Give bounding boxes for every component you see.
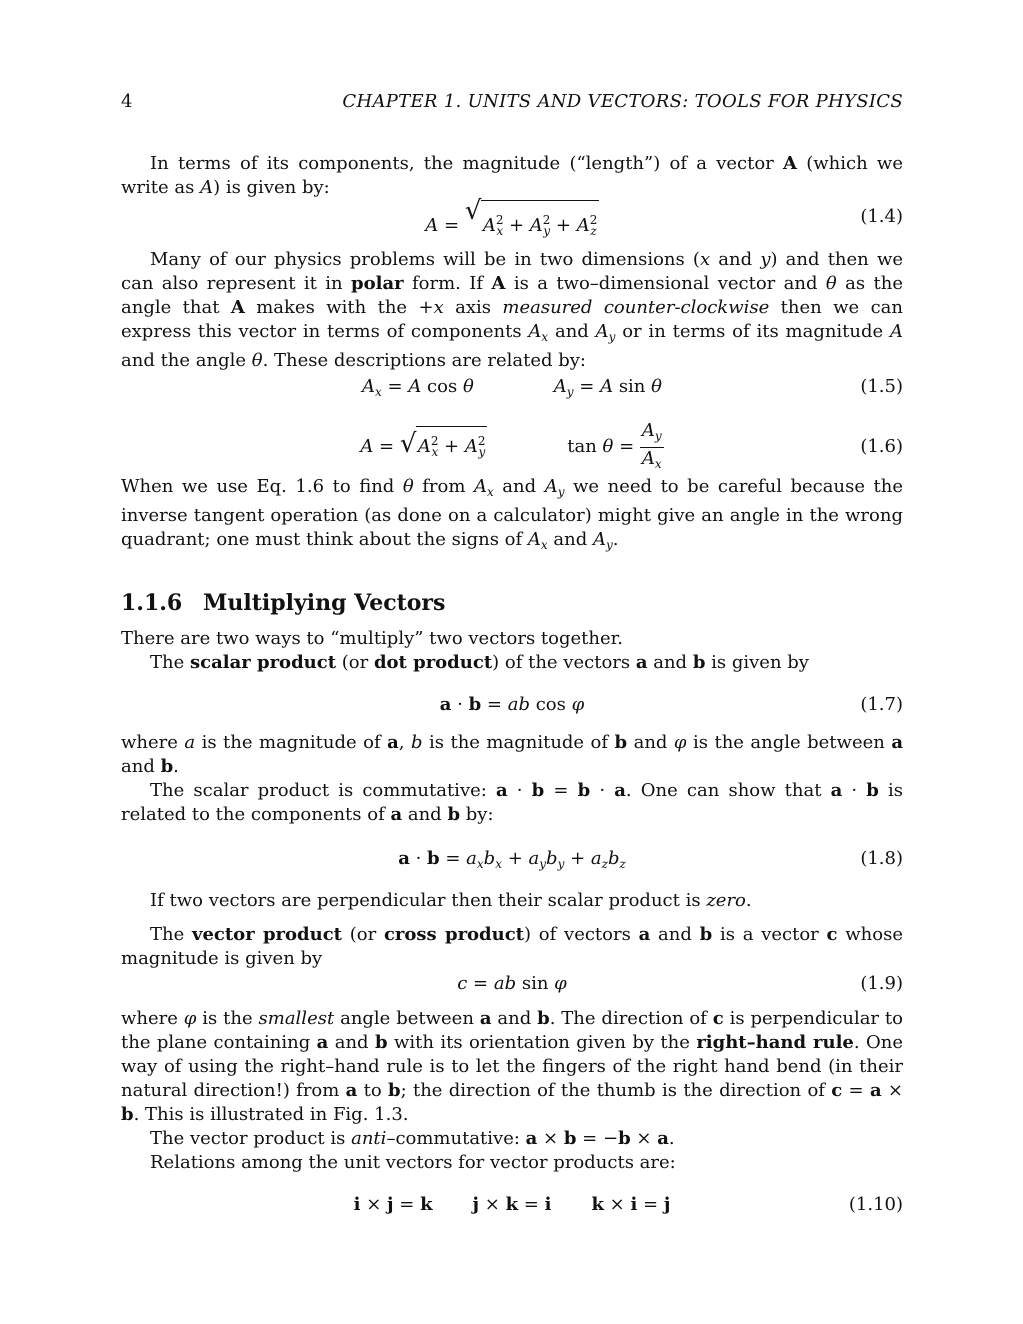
equation-number: (1.4) (860, 206, 903, 227)
equation-1-4: A = √ $A^2_x + A^2_y + A^2_z$ (1.4) (121, 200, 903, 234)
page-number: 4 (121, 91, 133, 112)
running-header (121, 90, 903, 118)
paragraph-vector-product: The vector product (or cross product) of vectors a and b is a vector c whose magnitude is given by (121, 924, 903, 969)
paragraph-perpendicular: If two vectors are perpendicular then their scalar product is zero. (150, 890, 752, 911)
paragraph-magnitude: In terms of its components, the magnitude (“length”) of a vector A (which we write as A) is given by: (121, 153, 903, 198)
equation-number: (1.10) (848, 1194, 903, 1215)
paragraph-anti-commutative: The vector product is anti–commutative: a × b = −b × a. (150, 1128, 675, 1149)
section-heading: 1.1.6 Multiplying Vectors (121, 590, 446, 616)
equation-number: (1.8) (860, 848, 903, 869)
paragraph-where-magnitude: where a is the magnitude of a, b is the magnitude of b and φ is the angle between a and b. (121, 732, 903, 777)
paragraph-right-hand-rule: where φ is the smallest angle between a and b. The direction of c is perpendicular to the plane containing a and b with its orientation given by the right–hand rule. One way of using the right–hand rule is to let the fingers of the right hand bend (in their natural direction!) from a to b; the direction of the thumb is the direction of c = a × b. This is illustrated in Fig. 1.3. (121, 1008, 904, 1125)
paragraph-two-ways: There are two ways to “multiply” two vectors together. (121, 628, 623, 649)
paragraph-unit-vectors: Relations among the unit vectors for vector products are: (150, 1152, 676, 1173)
page (121, 90, 903, 1227)
equation-1-6: A = √ $A^2_x + A^2_y$ tan θ = $\frac{A_y}{A_x}$ (1.6) (121, 419, 903, 475)
equation-number: (1.6) (860, 436, 903, 457)
paragraph-scalar-product: The scalar product (or dot product) of the vectors a and b is given by (150, 652, 809, 673)
equation-1-7: a · b = ab cos φ (1.7) (121, 683, 903, 727)
equation-1-10: i × j = k j × k = i k × i = j (1.10) (121, 1183, 903, 1227)
equation-1-9: c = ab sin φ (1.9) (121, 971, 903, 997)
running-title: CHAPTER 1. UNITS AND VECTORS: TOOLS FOR PHYSICS (342, 91, 903, 112)
equation-1-8: $a \cdot b = a_xb_x + a_yb_y + a_zb_z$ (1.8) (121, 837, 903, 881)
paragraph-inverse-tangent: When we use Eq. 1.6 to find θ from $A_x$ and $A_y$ we need to be careful because the inverse tangent operation (as done on a calculator) might give an angle in the wrong quadrant; one must think about the signs of $A_x$ and $A_y$. (121, 476, 903, 552)
paragraph-commutative: The scalar product is commutative: a · b = b · a. One can show that a · b is related to the components of a and b by: (121, 780, 904, 825)
equation-1-5: $A_x = A$ cos θ $A_y = A$ sin θ (1.5) (121, 373, 903, 401)
paragraph-polar-form: Many of our physics problems will be in two dimensions (x and y) and then we can also represent it in polar form. If A is a two–dimensional vector and θ as the angle that A makes with the +x axis measured counter-clockwise then we can express this vector in terms of components $A_x$ and $A_y$ or in terms of its magnitude A and the angle θ. These descriptions are related by: (121, 249, 904, 371)
equation-number: (1.5) (860, 376, 903, 397)
equation-number: (1.7) (860, 694, 903, 715)
equation-number: (1.9) (860, 973, 903, 994)
